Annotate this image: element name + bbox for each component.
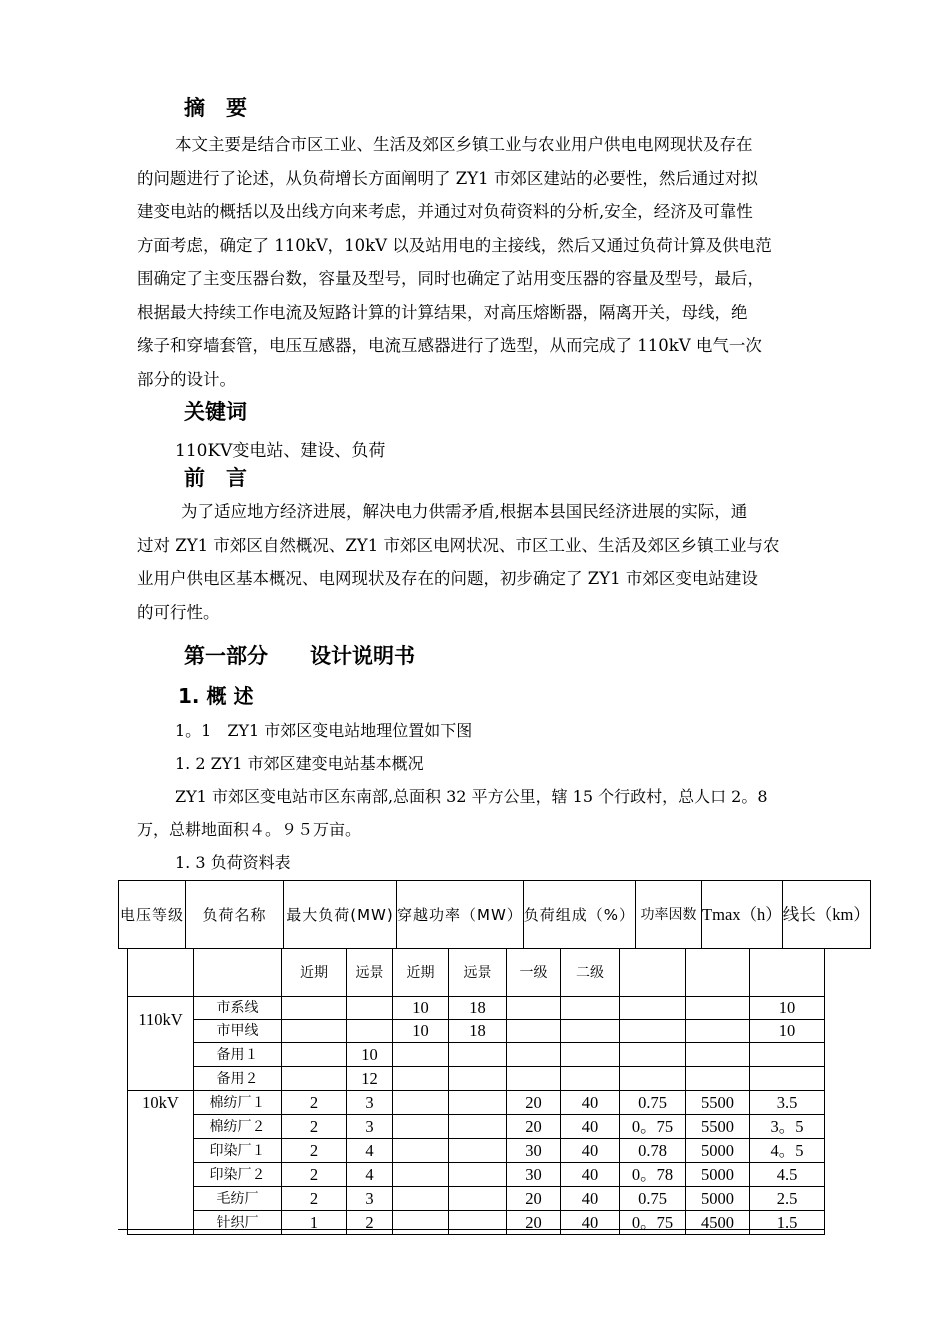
table-row [128, 1211, 825, 1235]
subheader-far: 远景 [347, 949, 393, 997]
preface-body [137, 495, 857, 629]
abstract-body [137, 128, 857, 396]
cell: 40 [561, 1211, 620, 1235]
cell: 市甲线 [194, 1020, 282, 1043]
subheader-far: 远景 [449, 949, 507, 997]
subheader-level2: 二级 [561, 949, 620, 997]
cell: 0.78 [620, 1139, 686, 1163]
table-row [128, 1187, 825, 1211]
cell [449, 1043, 507, 1067]
cell: 印染厂２ [194, 1163, 282, 1187]
cell: 市系线 [194, 997, 282, 1020]
header-cross-power: 穿越功率（MW） [397, 881, 524, 949]
abstract-line: 部分的设计。 [137, 369, 236, 389]
cell [449, 1091, 507, 1115]
cell: 10 [393, 1020, 449, 1043]
preface-line: 为了适应地方经济进展，解决电力供需矛盾,根据本县国民经济进展的实际，通 [181, 502, 748, 521]
cell: 2 [282, 1139, 347, 1163]
table-row [128, 1163, 825, 1187]
section-1-2: 1. 2 ZY1 市郊区建变电站基本概况 [175, 754, 424, 773]
cell [347, 1020, 393, 1043]
table-row [128, 1043, 825, 1067]
cell: 2 [347, 1211, 393, 1235]
cell [750, 1067, 825, 1091]
cell: 40 [561, 1139, 620, 1163]
cell: 备用２ [194, 1067, 282, 1091]
table-row [128, 1091, 825, 1115]
cell: 10 [750, 997, 825, 1020]
subheader-near: 近期 [393, 949, 449, 997]
table-row [128, 1115, 825, 1139]
cell: 2 [282, 1163, 347, 1187]
abstract-line: 根据最大持续工作电流及短路计算的计算结果，对高压熔断器，隔离开关，母线，绝 [137, 302, 748, 322]
preface-line: 过对 ZY1 市郊区自然概况、ZY1 市郊区电网状况、市区工业、生活及郊区乡镇工业与农 [137, 535, 780, 555]
cell [282, 1043, 347, 1067]
cell: 2.5 [750, 1187, 825, 1211]
cell: 0。75 [620, 1211, 686, 1235]
cell: 20 [507, 1211, 561, 1235]
cell: 0。75 [620, 1115, 686, 1139]
cell [449, 1187, 507, 1211]
header-load-name: 负荷名称 [186, 881, 284, 949]
cell: 1 [282, 1211, 347, 1235]
keywords-text: 110KV变电站、建设、负荷 [175, 441, 386, 461]
cell: 20 [507, 1187, 561, 1211]
cell: 12 [347, 1067, 393, 1091]
cell [449, 1115, 507, 1139]
cell [507, 1020, 561, 1043]
cell [620, 997, 686, 1020]
cell [449, 1067, 507, 1091]
cell: 2 [282, 1091, 347, 1115]
header-composition: 负荷组成（%） [523, 881, 635, 949]
cell [620, 1020, 686, 1043]
cell: 0。78 [620, 1163, 686, 1187]
cell: 5000 [686, 1139, 750, 1163]
cell: 2 [282, 1115, 347, 1139]
cell [686, 1020, 750, 1043]
cell: 4 [347, 1139, 393, 1163]
cell: 4500 [686, 1211, 750, 1235]
cell: 40 [561, 1163, 620, 1187]
cell [620, 1067, 686, 1091]
cell: 4。5 [750, 1139, 825, 1163]
cell [282, 1067, 347, 1091]
header-voltage: 电压等级 [119, 881, 186, 949]
cell: 3 [347, 1091, 393, 1115]
cell: 1.5 [750, 1211, 825, 1235]
preface-line: 业用户供电区基本概况、电网现状及存在的问题，初步确定了 ZY1 市郊区变电站建设 [137, 569, 758, 588]
cell [449, 1163, 507, 1187]
cell: 30 [507, 1139, 561, 1163]
cell: 棉纺厂１ [194, 1091, 282, 1115]
cell: 备用１ [194, 1043, 282, 1067]
cell: 3 [347, 1187, 393, 1211]
cell [393, 1139, 449, 1163]
voltage-110kv: 110kV [128, 997, 194, 1091]
abstract-line: 建变电站的概括以及出线方向来考虑，并通过对负荷资料的分析,安全，经济及可靠性 [137, 202, 753, 221]
cell: 10 [750, 1020, 825, 1043]
section-1-1: 1。1 ZY1 市郊区变电站地理位置如下图 [175, 721, 473, 740]
abstract-line: 的问题进行了论述，从负荷增长方面阐明了 ZY1 市郊区建站的必要性，然后通过对拟 [137, 168, 758, 188]
table-row [128, 1067, 825, 1091]
subheader-near: 近期 [282, 949, 347, 997]
section-1-2-line: 万，总耕地面积４。９５万亩。 [137, 820, 362, 839]
cell: 2 [282, 1187, 347, 1211]
cell [393, 1115, 449, 1139]
header-tmax: Tmax（h） [702, 881, 783, 949]
cell [282, 997, 347, 1020]
cell: 5000 [686, 1163, 750, 1187]
cell: 40 [561, 1187, 620, 1211]
keywords-heading: 关键词 [184, 400, 247, 424]
table-row [128, 997, 825, 1020]
cell: 毛纺厂 [194, 1187, 282, 1211]
cell [393, 1211, 449, 1235]
cell: 18 [449, 997, 507, 1020]
cell: 40 [561, 1091, 620, 1115]
abstract-line: 本文主要是结合市区工业、生活及郊区乡镇工业与农业用户供电电网现状及存在 [175, 135, 753, 154]
cell [620, 1043, 686, 1067]
cell [750, 1043, 825, 1067]
cell: 4 [347, 1163, 393, 1187]
abstract-heading: 摘 要 [184, 96, 247, 120]
cell [347, 997, 393, 1020]
cell [282, 1020, 347, 1043]
cell: 5500 [686, 1091, 750, 1115]
cell [686, 1043, 750, 1067]
cell: 40 [561, 1115, 620, 1139]
cell [561, 997, 620, 1020]
header-power-factor: 功率因数 [636, 881, 702, 949]
cell [686, 1067, 750, 1091]
cell: 20 [507, 1091, 561, 1115]
cell: 18 [449, 1020, 507, 1043]
cell [393, 1091, 449, 1115]
table-row [128, 1139, 825, 1163]
cell [449, 1139, 507, 1163]
abstract-line: 围确定了主变压器台数，容量及型号，同时也确定了站用变压器的容量及型号，最后， [137, 269, 764, 288]
cell: 4.5 [750, 1163, 825, 1187]
header-max-load: 最大负荷(MW) [284, 881, 397, 949]
cell: 10 [393, 997, 449, 1020]
cell: 针织厂 [194, 1211, 282, 1235]
cell: 10 [347, 1043, 393, 1067]
cell: 0.75 [620, 1187, 686, 1211]
cell [393, 1163, 449, 1187]
voltage-10kv: 10kV [128, 1091, 194, 1235]
cell [507, 997, 561, 1020]
preface-heading: 前 言 [184, 466, 247, 490]
cell [686, 997, 750, 1020]
cell: 30 [507, 1163, 561, 1187]
subheader-level1: 一级 [507, 949, 561, 997]
abstract-line: 缘子和穿墙套管，电压互感器，电流互感器进行了选型，从而完成了 110kV 电气一次 [137, 336, 762, 355]
cell [393, 1187, 449, 1211]
part1-heading: 第一部分 设计说明书 [184, 644, 415, 668]
cell: 5000 [686, 1187, 750, 1211]
table-row [128, 1020, 825, 1043]
cell [561, 1067, 620, 1091]
cell: 0.75 [620, 1091, 686, 1115]
cell: 3.5 [750, 1091, 825, 1115]
cell: 印染厂１ [194, 1139, 282, 1163]
load-table-header [118, 880, 871, 949]
cell [507, 1043, 561, 1067]
cell: 棉纺厂２ [194, 1115, 282, 1139]
cell [561, 1043, 620, 1067]
table-bottom-rule [118, 1229, 824, 1230]
cell: 5500 [686, 1115, 750, 1139]
abstract-line: 方面考虑，确定了 110kV，10kV 以及站用电的主接线，然后又通过负荷计算及供电范 [137, 235, 772, 255]
section-1-2-line: ZY1 市郊区变电站市区东南部,总面积 32 平方公里，辖 15 个行政村，总人口 2。8 [175, 787, 768, 806]
cell: 3。5 [750, 1115, 825, 1139]
cell [393, 1067, 449, 1091]
cell: 3 [347, 1115, 393, 1139]
cell [561, 1020, 620, 1043]
load-table [127, 948, 825, 1235]
section1-heading: 1. 概 述 [178, 684, 254, 708]
cell [507, 1067, 561, 1091]
header-line-length: 线长（km） [782, 881, 870, 949]
subheader-row [128, 949, 825, 997]
cell: 20 [507, 1115, 561, 1139]
cell [393, 1043, 449, 1067]
section-1-3: 1. 3 负荷资料表 [175, 853, 291, 872]
cell [449, 1211, 507, 1235]
preface-line: 的可行性。 [137, 602, 220, 622]
